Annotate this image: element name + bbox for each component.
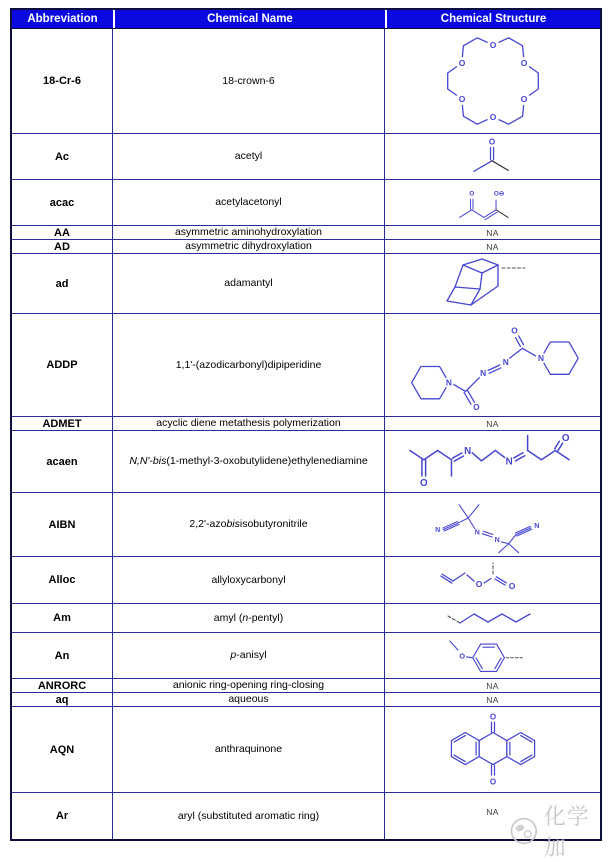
chemical-name-cell: anthraquinone [113,707,385,792]
atom-label: N [434,526,440,534]
structure-acetyl [461,135,525,179]
structure-cell [385,314,600,416]
chemical-name-cell: aryl (substituted aromatic ring) [113,793,385,839]
atom-label: N [494,536,500,544]
table-row [12,431,600,493]
abbreviation-table [10,8,602,841]
atom-label: O [489,40,496,50]
abbreviation-cell: Ac [12,134,113,179]
structure-cell [385,240,600,253]
chemical-name-cell: p -anisyl [113,633,385,678]
atom-label: N [533,522,539,530]
huaxuejia-logo-icon [509,816,539,846]
abbreviation-cell: An [12,633,113,678]
abbreviation-text: 18-Cr-6 [43,75,81,87]
atom-label: O [468,189,474,197]
chemical-name-cell: N,N'-bis (1-methyl-3-oxobutylidene)ethylenediamine [113,431,385,492]
atom-label: O [489,112,496,122]
atom-label: O [508,581,515,591]
atom-label: N [474,529,480,537]
na-text: NA [486,227,499,238]
chemical-name-cell: adamantyl [113,254,385,313]
header-chemical-name: Chemical Name [113,10,385,28]
structure-cell [385,633,600,678]
abbreviation-cell: ANRORC [12,679,113,692]
abbreviation-cell: AD [12,240,113,253]
structure-adamantyl [435,256,550,312]
table-row [12,493,600,557]
abbreviation-cell: Ar [12,793,113,839]
atom-label: O [489,712,496,722]
abbreviation-cell: AQN [12,707,113,792]
table-row [12,240,600,254]
table-row [12,604,600,633]
table-row [12,417,600,431]
na-text: NA [486,418,499,429]
atom-label: N [537,353,544,364]
structure-anthraquinone [438,708,548,791]
abbreviation-cell: Alloc [12,557,113,603]
structure-cell [385,431,600,492]
watermark-text: 化学加 [543,805,590,861]
watermark [509,800,612,862]
atom-label: O⊖ [493,189,504,197]
atom-label: N [505,455,513,467]
table-row [12,226,600,240]
atom-label: N [463,445,471,457]
structure-cell [385,557,600,603]
table-header [12,10,600,29]
structure-cell [385,604,600,632]
atom-label: O [458,94,465,104]
table-row [12,180,600,226]
atom-label: O [475,579,482,589]
header-abbreviation: Abbreviation [27,13,98,25]
atom-label: O [488,137,495,147]
chemical-name-cell: amyl ( n -pentyl) [113,604,385,632]
structure-azodicarbonyl-dipiperidine [397,316,589,414]
atom-label: O [489,777,496,787]
structure-acetylacetonyl [443,181,543,225]
table-row [12,314,600,417]
abbreviation-cell: acaen [12,431,113,492]
chemical-name-cell: 1,1'-(azodicarbonyl)dipiperidine [113,314,385,416]
header-chemical-structure: Chemical Structure [385,10,600,28]
chemical-name-cell: anionic ring-opening ring-closing [113,679,385,692]
structure-cell [385,29,600,133]
structure-cell [385,417,600,430]
table-row [12,707,600,793]
atom-label: O [510,325,518,336]
atom-label: O [458,58,465,68]
structure-bis-oxobutylidene-ethylenediamine [398,432,588,492]
chemical-name-cell: asymmetric dihydroxylation [113,240,385,253]
na-text: NA [486,680,499,691]
chemical-name-cell: acetylacetonyl [113,180,385,225]
abbreviation-cell: ADDP [12,314,113,416]
atom-label: N [445,377,452,388]
structure-cell [385,707,600,792]
abbreviation-cell: acac [12,180,113,225]
na-text: NA [486,694,499,705]
abbreviation-cell: ad [12,254,113,313]
chemical-name-cell: asymmetric aminohydroxylation [113,226,385,239]
atom-label: O [520,94,527,104]
table-row [12,679,600,693]
structure-cell [385,134,600,179]
chemical-name-cell: acyclic diene metathesis polymerization [113,417,385,430]
na-text: NA [486,807,499,817]
abbreviation-cell: AIBN [12,493,113,556]
structure-pentyl [443,605,543,631]
structure-cell [385,226,600,239]
chemical-name-cell: 18-crown-6 [113,29,385,133]
atom-label: O [472,402,480,413]
table-row [12,633,600,679]
abbreviation-cell [12,29,113,133]
atom-label: N [502,357,509,367]
abbreviation-cell: ADMET [12,417,113,430]
structure-cell [385,693,600,706]
structure-allyloxycarbonyl [434,560,552,600]
chemical-name-cell: 2,2'-azo bis isobutyronitrile [113,493,385,556]
chemical-name-cell: aqueous [113,693,385,706]
structure-azobisisobutyronitrile [429,494,557,556]
abbreviation-cell: AA [12,226,113,239]
table-row [12,254,600,314]
structure-p-anisyl [434,634,552,678]
table-row [12,693,600,707]
chemical-name-cell: allyloxycarbonyl [113,557,385,603]
structure-cell [385,679,600,692]
table-row [12,29,600,134]
atom-label: O [419,477,428,489]
table-row [12,134,600,180]
abbreviation-cell: Am [12,604,113,632]
na-text: NA [486,241,499,252]
structure-cell [385,493,600,556]
structure-cell [385,180,600,225]
atom-label: O [561,432,570,444]
structure-cell [385,254,600,313]
atom-label: O [458,651,465,661]
chemical-name-cell: acetyl [113,134,385,179]
atom-label: N [479,367,486,378]
abbreviation-cell: aq [12,693,113,706]
atom-label: O [520,58,527,68]
table-row [12,557,600,604]
structure-18-crown-6 [437,31,549,131]
